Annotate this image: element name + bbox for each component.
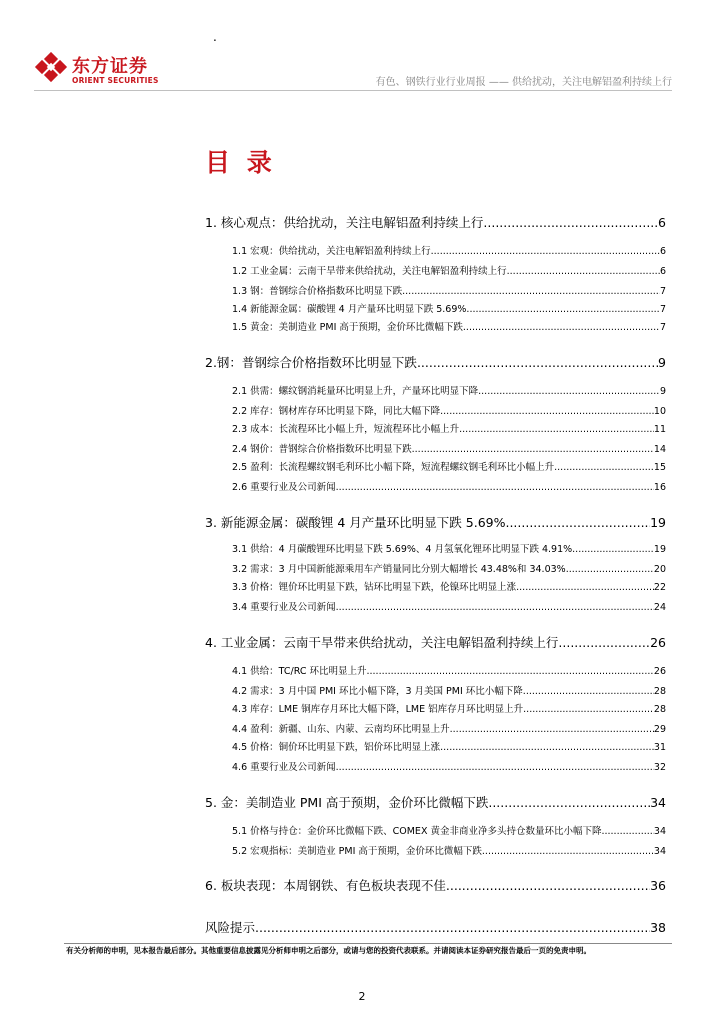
toc-subsection-entry[interactable] [205,541,666,555]
toc-entry-page: 7 [659,304,666,315]
toc-entry-label: 4.6 重要行业及公司新闻 [232,762,336,773]
toc-entry-page: 6 [659,246,666,257]
toc-subsection-entry[interactable] [205,441,666,455]
toc-subsection-entry[interactable] [205,683,666,697]
toc-section-entry[interactable] [205,213,666,231]
toc-leader-dots [466,304,660,315]
toc-leader-dots [336,602,654,613]
toc-entry-page: 28 [653,686,666,697]
toc-leader-dots [558,635,650,650]
toc-entry-page: 14 [653,444,666,455]
toc-entry-page: 10 [653,406,666,417]
toc-subsection-entry[interactable] [205,421,666,435]
toc-entry-label: 5. 金：美制造业 PMI 高于预期，金价环比微幅下跌 [205,795,489,810]
toc-entry-page: 34 [650,795,666,810]
toc-section-entry[interactable] [205,876,666,894]
toc-entry-page: 7 [659,322,666,333]
toc-entry-label: 1. 核心观点：供给扰动，关注电解铝盈利持续上行 [205,215,484,230]
toc-leader-dots [255,920,650,935]
toc-subsection-entry[interactable] [205,479,666,493]
toc-leader-dots [523,686,654,697]
toc-entry-page: 34 [653,846,666,857]
toc-leader-dots [554,462,654,473]
toc-subsection-entry[interactable] [205,823,666,837]
toc-entry-label: 4. 工业金属：云南干旱带来供给扰动，关注电解铝盈利持续上行 [205,635,559,650]
toc-leader-dots [440,406,654,417]
toc-entry-label: 3.1 供给：4 月碳酸锂环比明显下跌 5.69%、4 月氢氧化锂环比明显下跌 4.91% [232,544,573,555]
toc-entry-page: 7 [659,286,666,297]
toc-entry-label: 2.钢：普钢综合价格指数环比明显下跌 [205,355,417,370]
toc-section-entry[interactable] [205,793,666,811]
toc-entry-page: 28 [653,704,666,715]
brand-name-en: ORIENT SECURITIES [72,76,159,85]
toc-leader-dots [507,266,660,277]
toc-leader-dots [446,878,650,893]
toc-entry-label: 2.4 钢价：普钢综合价格指数环比明显下跌 [232,444,412,455]
page-number: 2 [358,990,366,1003]
toc-subsection-entry[interactable] [205,701,666,715]
toc-subsection-entry[interactable] [205,663,666,677]
toc-subsection-entry[interactable] [205,599,666,613]
footer-disclaimer: 有关分析师的申明，见本报告最后部分。其他重要信息披露见分析师申明之后部分，或请与您的投资代表联系。并请阅读本证券研究报告最后一页的免责申明。 [66,946,591,955]
toc-entry-label: 1.4 新能源金属：碳酸锂 4 月产量环比明显下跌 5.69% [232,304,467,315]
toc-entry-page: 24 [653,602,666,613]
toc-entry-page: 15 [653,462,666,473]
toc-entry-page: 6 [659,266,666,277]
toc-leader-dots [402,286,660,297]
toc-subsection-entry[interactable] [205,579,666,593]
toc-entry-page: 6 [658,215,666,230]
toc-subsection-entry[interactable] [205,383,666,397]
toc-leader-dots [516,582,654,593]
toc-entry-page: 26 [653,666,666,677]
toc-section-entry[interactable] [205,353,666,371]
toc-entry-page: 29 [653,724,666,735]
toc-section-entry[interactable] [205,918,666,936]
footer-divider [64,943,672,944]
toc-leader-dots [431,246,660,257]
toc-leader-dots [417,355,658,370]
toc-subsection-entry[interactable] [205,561,666,575]
toc-entry-label: 1.3 钢：普钢综合价格指数环比明显下跌 [232,286,403,297]
toc-entry-label: 5.1 价格与持仓：金价环比微幅下跌、COMEX 黄金非商业净多头持仓数量环比小幅下降 [232,826,602,837]
toc-section-entry[interactable] [205,513,666,531]
toc-entry-page: 38 [650,920,666,935]
toc-entry-label: 4.3 库存：LME 铜库存月环比大幅下降，LME 铝库存月环比明显上升 [232,704,524,715]
toc-entry-label: 5.2 宏观指标：美制造业 PMI 高于预期，金价环比微幅下跌 [232,846,482,857]
toc-entry-label: 4.1 供给：TC/RC 环比明显上升 [232,666,367,677]
toc-subsection-entry[interactable] [205,459,666,473]
toc-entry-label: 3.3 价格：锂价环比明显下跌，钴环比明显下跌，伦镍环比明显上涨 [232,582,517,593]
toc-entry-label: 4.4 盈利：新疆、山东、内蒙、云南均环比明显上升 [232,724,450,735]
brand-logo [34,50,174,90]
report-header-title: 有色、钢铁行业行业周报 —— 供给扰动，关注电解铝盈利持续上行 [375,77,672,88]
toc-entry-page: 11 [653,424,666,435]
toc-leader-dots [336,762,654,773]
toc-subsection-entry[interactable] [205,263,666,277]
toc-entry-label: 2.1 供需：螺纹钢消耗量环比明显上升，产量环比明显下降 [232,386,479,397]
toc-subsection-entry[interactable] [205,243,666,257]
toc-subsection-entry[interactable] [205,319,666,333]
toc-subsection-entry[interactable] [205,301,666,315]
toc-leader-dots [450,724,654,735]
toc-entry-label: 2.3 成本：长流程环比小幅上升，短流程环比小幅上升 [232,424,460,435]
toc-title: 目 录 [205,148,276,177]
toc-leader-dots [440,742,654,753]
toc-entry-label: 1.2 工业金属：云南干旱带来供给扰动，关注电解铝盈利持续上行 [232,266,507,277]
toc-entry-page: 34 [653,826,666,837]
toc-subsection-entry[interactable] [205,283,666,297]
toc-leader-dots [412,444,654,455]
toc-section-entry[interactable] [205,633,666,651]
toc-leader-dots [566,564,654,575]
header-divider [34,90,672,91]
toc-entry-label: 风险提示 [205,920,256,935]
toc-entry-label: 3.2 需求：3 月中国新能源乘用车产销量同比分别大幅增长 43.48%和 34.03% [232,564,566,575]
toc-entry-label: 6. 板块表现：本周钢铁、有色板块表现不佳 [205,878,446,893]
toc-entry-page: 36 [650,878,666,893]
toc-leader-dots [367,666,654,677]
toc-leader-dots [459,424,654,435]
toc-leader-dots [505,515,650,530]
toc-entry-page: 19 [653,544,666,555]
toc-subsection-entry[interactable] [205,843,666,857]
toc-entry-label: 3. 新能源金属：碳酸锂 4 月产量环比明显下跌 5.69% [205,515,506,530]
toc-subsection-entry[interactable] [205,739,666,753]
toc-entry-label: 2.6 重要行业及公司新闻 [232,482,336,493]
toc-subsection-entry[interactable] [205,721,666,735]
toc-leader-dots [463,322,660,333]
toc-entry-page: 19 [650,515,666,530]
orient-logo-icon [34,52,68,86]
toc-entry-page: 22 [653,582,666,593]
toc-entry-label: 4.2 需求：3 月中国 PMI 环比小幅下降，3 月美国 PMI 环比小幅下降 [232,686,523,697]
toc-leader-dots [482,846,654,857]
toc-entry-label: 3.4 重要行业及公司新闻 [232,602,336,613]
toc-entry-page: 32 [653,762,666,773]
toc-entry-page: 9 [658,355,666,370]
toc-entry-label: 4.5 价格：铜价环比明显下跌，铝价环比明显上涨 [232,742,441,753]
toc-leader-dots [483,215,658,230]
toc-entry-label: 1.1 宏观：供给扰动，关注电解铝盈利持续上行 [232,246,431,257]
toc-leader-dots [488,795,650,810]
toc-entry-label: 2.5 盈利：长流程螺纹钢毛利环比小幅下降，短流程螺纹钢毛利环比小幅上升 [232,462,555,473]
header-dot: . [213,30,217,44]
toc-subsection-entry[interactable] [205,403,666,417]
toc-subsection-entry[interactable] [205,759,666,773]
toc-entry-page: 9 [659,386,666,397]
brand-name-cn: 东方证券 [72,56,148,77]
toc-leader-dots [336,482,654,493]
toc-leader-dots [478,386,660,397]
toc-entry-page: 31 [653,742,666,753]
toc-entry-page: 26 [650,635,666,650]
toc-leader-dots [572,544,654,555]
toc-leader-dots [601,826,653,837]
toc-entry-page: 16 [653,482,666,493]
toc-entry-page: 20 [653,564,666,575]
toc-entry-label: 2.2 库存：钢材库存环比明显下降，同比大幅下降 [232,406,441,417]
toc-entry-label: 1.5 黄金：美制造业 PMI 高于预期，金价环比微幅下跌 [232,322,463,333]
toc-leader-dots [523,704,654,715]
